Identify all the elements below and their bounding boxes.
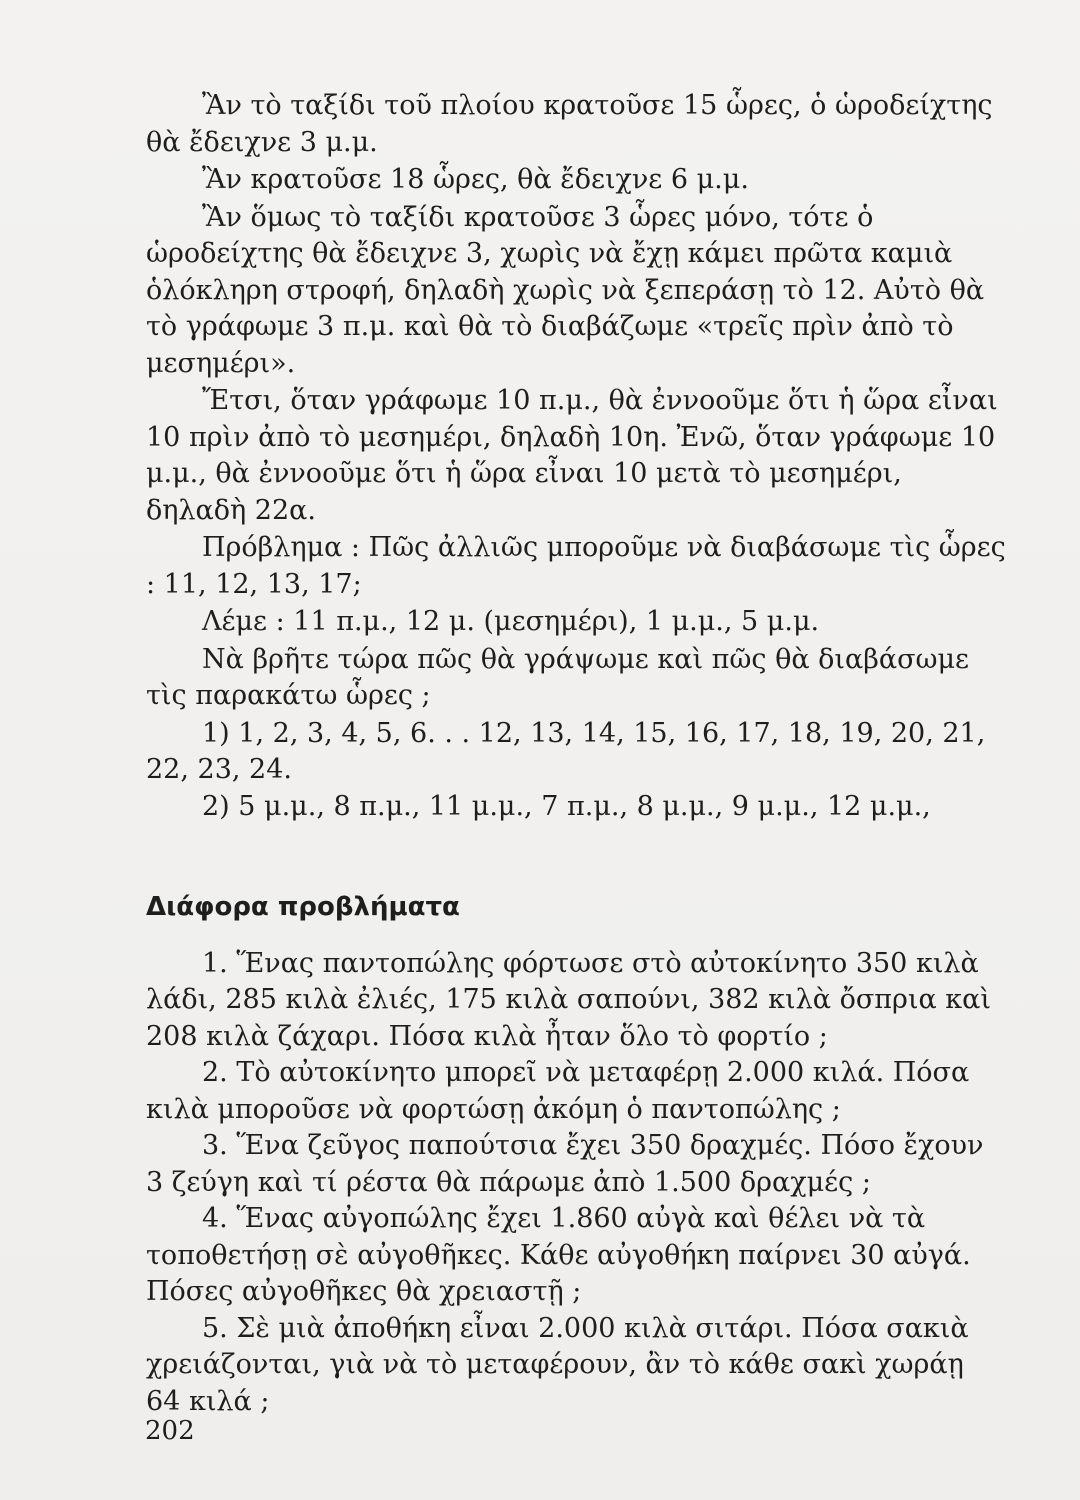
paragraph-5: Πρόβλημα : Πῶς ἀλλιῶς μποροῦμε νὰ διαβάσωμε τὶς ὧρες : 11, 12, 13, 17;	[146, 532, 1006, 600]
page-number: 202	[145, 1416, 195, 1446]
problem-3: 3. Ἕνα ζεῦγος παπούτσια ἔχει 350 δραχμές. Πόσο ἔχουν 3 ζεύγη καὶ τί ρέστα θὰ πάρωμε ἀπὸ 1.500 δραχμές ;	[146, 1130, 984, 1198]
paragraph-3: Ἂν ὅμως τὸ ταξίδι κρατοῦσε 3 ὧρες μόνο, τότε ὁ ὡροδείχτης θὰ ἔδειχνε 3, χωρὶς νὰ ἔχῃ κάμει πρῶτα καμιὰ ὁλόκληρη στροφή, δηλαδὴ χωρὶς νὰ ξεπεράσῃ τὸ 12. Αὐτὸ θὰ τὸ γράφωμε 3 π.μ. καὶ θὰ τὸ διαβάζωμε «τρεῖς πρὶν ἀπὸ τὸ μεσημέρι».	[146, 201, 985, 379]
paragraph-6: Λέμε : 11 π.μ., 12 μ. (μεσημέρι), 1 μ.μ., 5 μ.μ.	[202, 606, 820, 637]
problem-2: 2. Τὸ αὐτοκίνητο μπορεῖ νὰ μεταφέρῃ 2.000 κιλά. Πόσα κιλὰ μποροῦσε νὰ φορτώσῃ ἀκόμη ὁ παντοπώλης ;	[146, 1057, 970, 1125]
paragraph-2: Ἂν κρατοῦσε 18 ὧρες, θὰ ἔδειχνε 6 μ.μ.	[202, 164, 749, 195]
paragraph-4: Ἔτσι, ὅταν γράφωμε 10 π.μ., θὰ ἐννοοῦμε ὅτι ἡ ὥρα εἶναι 10 πρὶν ἀπὸ τὸ μεσημέρι, δηλαδὴ 10η. Ἐνῶ, ὅταν γράφωμε 10 μ.μ., θὰ ἐννοοῦμε ὅτι ἡ ὥρα εἶναι 10 μετὰ τὸ μεσημέρι, δηλαδὴ 22α.	[146, 385, 998, 526]
paragraph-7: Νὰ βρῆτε τώρα πῶς θὰ γράψωμε καὶ πῶς θὰ διαβάσωμε τὶς παρακάτω ὧρες ;	[146, 643, 970, 711]
problem-4: 4. Ἕνας αὐγοπώλης ἔχει 1.860 αὐγὰ καὶ θέλει νὰ τὰ τοποθετήσῃ σὲ αὐγοθῆκες. Κάθε αὐγοθήκη παίρνει 30 αὐγά. Πόσες αὐγοθῆκες θὰ χρειαστῇ ;	[146, 1203, 971, 1307]
paragraph-1: Ἂν τὸ ταξίδι τοῦ πλοίου κρατοῦσε 15 ὧρες, ὁ ὡροδείχτης θὰ ἔδειχνε 3 μ.μ.	[146, 90, 993, 158]
exercise-list-1: 1) 1, 2, 3, 4, 5, 6. . . 12, 13, 14, 15, 16, 17, 18, 19, 20, 21, 22, 23, 24.	[146, 717, 986, 785]
problem-1: 1. Ἕνας παντοπώλης φόρτωσε στὸ αὐτοκίνητο 350 κιλὰ λάδι, 285 κιλὰ ἐλιές, 175 κιλὰ σαπούνι, 382 κιλὰ ὄσπρια καὶ 208 κιλὰ ζάχαρι. Πόσα κιλὰ ἦταν ὅλο τὸ φορτίο ;	[146, 947, 991, 1052]
problem-5: 5. Σὲ μιὰ ἀποθήκη εἶναι 2.000 κιλὰ σιτάρι. Πόσα σακιὰ χρειάζονται, γιὰ νὰ τὸ μεταφέρουν, ἂν τὸ κάθε σακὶ χωράῃ 64 κιλά ;	[146, 1312, 969, 1417]
exercise-list-2: 2) 5 μ.μ., 8 π.μ., 11 μ.μ., 7 π.μ., 8 μ.μ., 9 μ.μ., 12 μ.μ.,	[202, 790, 931, 822]
page-text-block	[146, 88, 1006, 1420]
section-heading: Διάφορα προβλήματα	[146, 892, 460, 922]
